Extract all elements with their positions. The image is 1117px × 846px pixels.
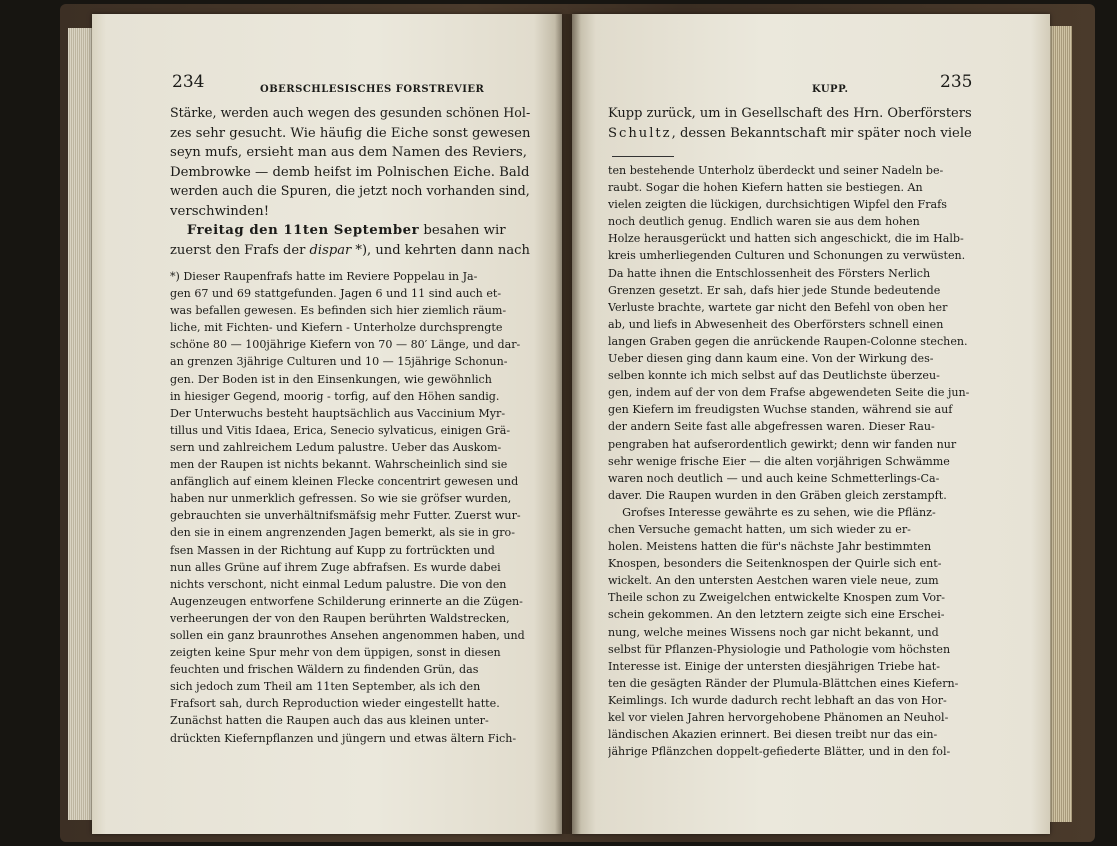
footnote-line: verheerungen der von den Raupen berührten Waldstrecken,	[170, 611, 510, 625]
footnote-line: Der Unterwuchs besteht hauptsächlich aus Vaccinium Myr-	[170, 406, 506, 420]
right-continued-footnote	[608, 162, 972, 760]
footnote-line: pengraben hat aufserordentlich gewirkt; denn wir fanden nur	[608, 437, 957, 451]
footnote-line: ten die gesägten Ränder der Plumula-Blättchen eines Kiefern-	[608, 676, 959, 690]
book-gutter	[555, 14, 581, 834]
footnote-line: gebrauchten sie unverhältnifsmäfsig mehr Futter. Zuerst wur-	[170, 509, 521, 523]
footnote-line: in hiesiger Gegend, moorig - torfig, auf den Höhen sandig.	[170, 389, 500, 403]
person-name: Schultz	[608, 125, 672, 141]
footnote-line: daver. Die Raupen wurden in den Gräben gleich zerstampft.	[608, 488, 947, 502]
footnote-line: waren noch deutlich — und auch keine Schmetterlings-Ca-	[608, 471, 940, 485]
footnote-line: anfänglich auf einem kleinen Flecke concentrirt gewesen und	[170, 475, 519, 489]
text-line: Schultz, dessen Bekanntschaft mir später noch viele	[608, 125, 972, 141]
footnote-line: gen Kiefern im freudigsten Wuchse standen, während sie auf	[608, 403, 953, 417]
footnote-line: der andern Seite fast alle abgefressen waren. Dieser Rau-	[608, 420, 935, 434]
footnote-line: Verluste brachte, wartete gar nicht den Befehl von oben her	[608, 300, 948, 314]
footnote-line: *) Dieser Raupenfrafs hatte im Reviere Poppelau in Ja-	[170, 270, 478, 283]
footnote-line: zeigten keine Spur mehr von dem üppigen, sonst in diesen	[170, 646, 501, 660]
footnote-line: wickelt. An den untersten Aestchen waren viele neue, zum	[608, 574, 939, 588]
footnote-line: gen. Der Boden ist in den Einsenkungen, wie gewöhnlich	[170, 372, 492, 386]
footnote-line: ab, und liefs in Abwesenheit des Oberförsters schnell einen	[608, 317, 944, 331]
footnote-line: Grofses Interesse gewährte es zu sehen, wie die Pflänz-	[622, 505, 936, 519]
text-line: zes sehr gesucht. Wie häufig die Eiche sonst gewesen	[170, 125, 530, 141]
footnote-line: kreis umherliegenden Culturen und Schonungen zu verwüsten.	[608, 249, 966, 263]
footnote-line: chen Versuche gemacht hatten, um sich wieder zu er-	[608, 522, 911, 536]
footnote-line: den sie in einem angrenzenden Jagen bemerkt, als sie in gro-	[170, 526, 515, 540]
footnote-line: selben konnte ich mich selbst auf das Deutlichste überzeu-	[608, 369, 940, 383]
footnote-line: Zunächst hatten die Raupen auch das aus kleinen unter-	[170, 714, 489, 728]
footnote-line: haben nur unmerklich gefressen. So wie sie gröfser wurden,	[170, 492, 512, 506]
footnote-line: Keimlings. Ich wurde dadurch recht lebhaft an das von Hor-	[608, 693, 947, 707]
text-line: seyn mufs, ersieht man aus dem Namen des Reviers,	[170, 145, 527, 160]
footnote-line: langen Graben gegen die anrückende Raupen-Colonne stechen.	[608, 334, 968, 348]
footnote-line: sern und zahlreichem Ledum palustre. Ueber das Auskom-	[170, 440, 502, 454]
text-line: Freitag den 11ten September besahen wir	[186, 223, 506, 238]
footnote-line: vielen zeigten die lückigen, durchsichtigen Wipfel den Frafs	[608, 198, 947, 212]
footnote-line: men der Raupen ist nichts bekannt. Wahrscheinlich sind sie	[170, 458, 508, 472]
footnote-line: feuchten und frischen Wäldern zu findenden Grün, das	[170, 663, 479, 677]
footnote-line: fsen Massen in der Richtung auf Kupp zu fortrückten und	[170, 543, 495, 557]
footnote-line: liche, mit Fichten- und Kiefern - Unterholze durchsprengte	[170, 321, 503, 335]
species-name: dispar	[309, 242, 352, 258]
footnote-line: Holze herausgerückt und hatten sich angeschickt, die im Halb-	[608, 232, 964, 246]
footnote-line: ländischen Akazien erinnert. Bei diesen treibt nur das ein-	[608, 728, 938, 742]
footnote-line: drückten Kiefernpflanzen und jüngern und etwas ältern Fich-	[170, 731, 517, 745]
left-running-head: OBERSCHLESISCHES FORSTREVIER	[260, 84, 485, 95]
footnote-line: raubt. Sogar die hohen Kiefern hatten sie bestiegen. An	[608, 181, 923, 195]
footnote-line: selbst für Pflanzen-Physiologie und Pathologie vom höchsten	[608, 642, 951, 656]
footnote-line: Grenzen gesetzt. Er sah, dafs hier jede Stunde bedeutende	[608, 283, 941, 297]
page-edges-right	[1048, 26, 1072, 822]
left-main-text	[170, 104, 530, 260]
footnote-line: sich jedoch zum Theil am 11ten September, als ich den	[170, 680, 481, 694]
right-top-text	[608, 104, 972, 143]
text-line: Stärke, werden auch wegen des gesunden schönen Hol-	[170, 106, 530, 121]
right-page-number: 235	[940, 72, 973, 92]
text-line: Dembrowke — demb heifst im Polnischen Eiche. Bald	[170, 164, 530, 180]
left-page	[92, 14, 562, 834]
right-running-head: KUPP.	[812, 84, 849, 95]
footnote-line: gen 67 und 69 stattgefunden. Jagen 6 und 11 sind auch et-	[170, 287, 502, 301]
text-line: werden auch die Spuren, die jetzt noch vorhanden sind,	[170, 184, 530, 199]
footnote-line: Theile schon zu Zweigelchen entwickelte Knospen zum Vor-	[608, 591, 946, 605]
footnote-line: Interesse ist. Einige der untersten diesjährigen Triebe hat-	[608, 659, 940, 673]
footnote-divider	[612, 156, 674, 157]
footnote-line: ten bestehende Unterholz überdeckt und seiner Nadeln be-	[608, 164, 944, 177]
footnote-line: holen. Meistens hatten die für's nächste Jahr bestimmten	[608, 540, 932, 554]
footnote-line: nichts verschont, nicht einmal Ledum palustre. Die von den	[170, 577, 507, 591]
footnote-line: nung, welche meines Wissens noch gar nicht bekannt, und	[608, 625, 939, 639]
footnote-line: schein gekommen. An den letztern zeigte sich eine Erschei-	[608, 608, 945, 622]
footnote-line: sollen ein ganz braunrothes Ansehen angenommen haben, und	[170, 628, 525, 642]
footnote-line: Knospen, besonders die Seitenknospen der Quirle sich ent-	[608, 557, 942, 571]
footnote-line: Da hatte ihnen die Entschlossenheit des Försters Nerlich	[608, 266, 931, 280]
footnote-line: noch deutlich genug. Endlich waren sie aus dem hohen	[608, 215, 920, 229]
left-footnote	[170, 268, 530, 747]
footnote-line: an grenzen 3jährige Culturen und 10 — 15jährige Schonun-	[170, 355, 508, 369]
footnote-line: Augenzeugen entworfene Schilderung erinnerte an die Zügen-	[170, 594, 523, 608]
text-line: verschwinden!	[170, 203, 270, 219]
date-heading: Freitag den 11ten September	[186, 223, 420, 238]
footnote-line: Frafsort sah, durch Reproduction wieder eingestellt hatte.	[170, 697, 500, 711]
footnote-line: was befallen gewesen. Es befinden sich hier ziemlich räum-	[170, 304, 507, 318]
footnote-line: jährige Pflänzchen doppelt-gefiederte Blätter, und in den fol-	[608, 745, 951, 759]
footnote-line: sehr wenige frische Eier — die alten vorjährigen Schwämme	[608, 454, 950, 468]
footnote-line: tillus und Vitis Idaea, Erica, Senecio sylvaticus, einigen Grä-	[170, 423, 511, 437]
text-line: zuerst den Frafs der dispar *), und kehrten dann nach	[170, 242, 530, 258]
footnote-line: kel vor vielen Jahren hervorgehobene Phänomen an Neuhol-	[608, 711, 949, 724]
page-edges-left	[68, 28, 94, 820]
left-page-number: 234	[172, 72, 205, 92]
footnote-line: gen, indem auf der von dem Frafse abgewendeten Seite die jun-	[608, 386, 970, 400]
footnote-line: nun alles Grüne auf ihrem Zuge abfrafsen. Es wurde dabei	[170, 560, 501, 574]
footnote-line: schöne 80 — 100jährige Kiefern von 70 — 80′ Länge, und dar-	[170, 338, 521, 352]
text-line: Kupp zurück, um in Gesellschaft des Hrn. Oberförsters	[608, 106, 972, 121]
right-page	[572, 14, 1050, 834]
footnote-line: Ueber diesen ging dann kaum eine. Von der Wirkung des-	[608, 352, 934, 366]
